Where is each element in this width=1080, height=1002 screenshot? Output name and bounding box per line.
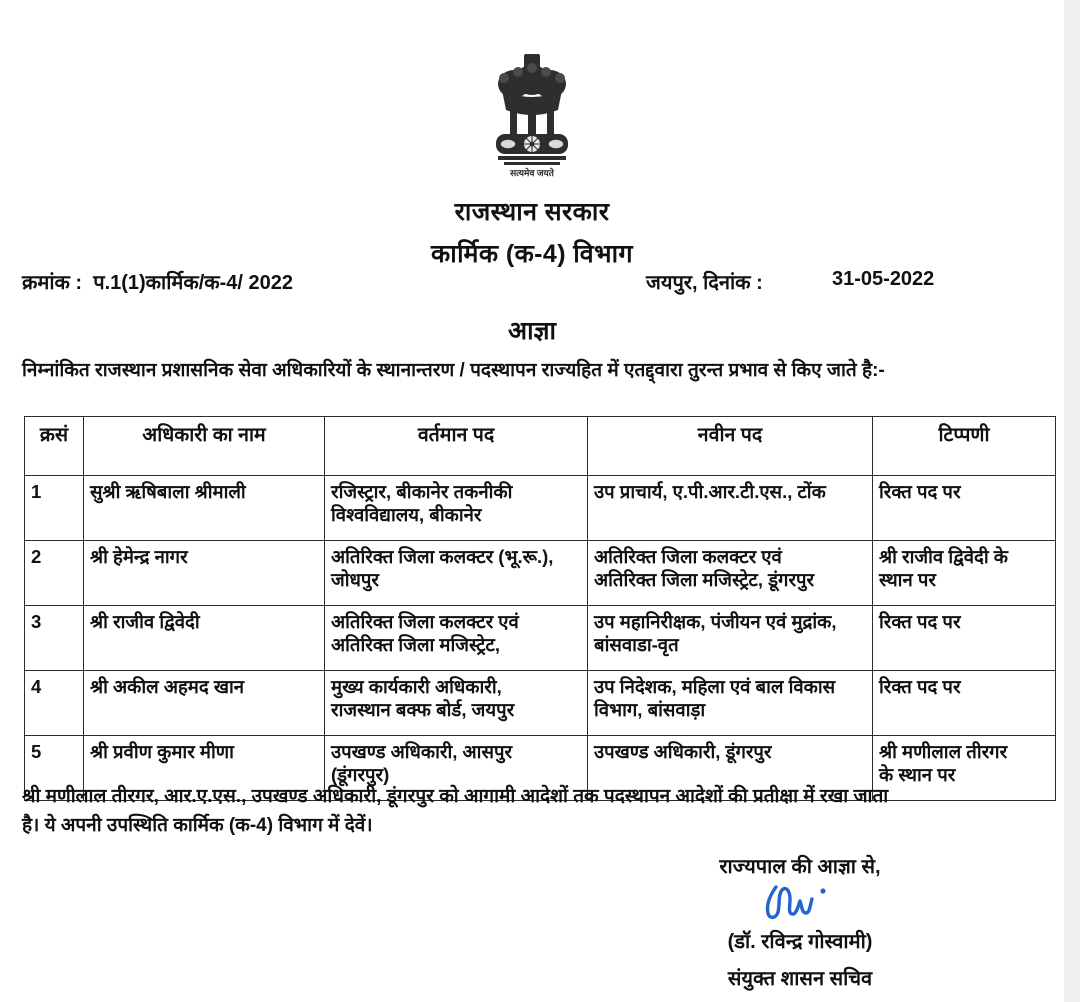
column-header-serial: क्रसं xyxy=(25,417,84,476)
signer-name: (डॉ. रविन्द्र गोस्वामी) xyxy=(727,931,873,953)
intro-paragraph: निम्नांकित राजस्थान प्रशासनिक सेवा अधिकारियों के स्थानान्तरण / पदस्थापन राज्यहित में एतद्द्वारा तुरन्त प्रभाव से किए जाते है:- xyxy=(22,360,885,381)
government-title: राजस्थान सरकार xyxy=(454,198,610,226)
cell-serial: 2 xyxy=(25,541,84,606)
order-title: आज्ञा xyxy=(507,317,557,345)
closing-paragraph xyxy=(22,782,1042,841)
cell-new-post: उप महानिरीक्षक, पंजीयन एवं मुद्रांक, बांसवाडा-वृत xyxy=(588,606,873,671)
cell-current-post: मुख्य कार्यकारी अधिकारी, राजस्थान बक्फ बोर्ड, जयपुर xyxy=(325,671,588,736)
cell-serial: 5 xyxy=(25,736,84,801)
table-row xyxy=(25,541,1056,606)
column-header-remarks: टिप्पणी xyxy=(873,417,1056,476)
place-label: जयपुर, दिनांक : xyxy=(646,272,763,294)
transfer-table-container xyxy=(24,416,1009,801)
cell-current-post: अतिरिक्त जिला कलक्टर एवं अतिरिक्त जिला मजिस्ट्रेट, xyxy=(325,606,588,671)
order-date: 31-05-2022 xyxy=(832,268,935,290)
cell-serial: 1 xyxy=(25,476,84,541)
cell-current-post: उपखण्ड अधिकारी, आसपुर (डूंगरपुर) xyxy=(325,736,588,801)
handwritten-signature-icon xyxy=(600,881,1000,925)
reference-number xyxy=(22,268,293,295)
cell-serial: 3 xyxy=(25,606,84,671)
table-header-row xyxy=(25,417,1056,476)
cell-officer-name: श्री अकील अहमद खान xyxy=(84,671,325,736)
column-header-officer-name: अधिकारी का नाम xyxy=(84,417,325,476)
closing-line-2: है। ये अपनी उपस्थिति कार्मिक (क-4) विभाग में देवें। xyxy=(22,815,373,837)
cell-new-post: उप प्राचार्य, ए.पी.आर.टी.एस., टोंक xyxy=(588,476,873,541)
by-order-of-text: राज्यपाल की आज्ञा से, xyxy=(719,856,881,878)
transfer-table xyxy=(24,416,1056,801)
cell-new-post: अतिरिक्त जिला कलक्टर एवं अतिरिक्त जिला मजिस्ट्रेट, डूंगरपुर xyxy=(588,541,873,606)
cell-remarks: रिक्त पद पर xyxy=(873,476,1056,541)
column-header-current-post: वर्तमान पद xyxy=(325,417,588,476)
cell-current-post: अतिरिक्त जिला कलक्टर (भू.रू.), जोधपुर xyxy=(325,541,588,606)
cell-officer-name: श्री राजीव द्विवेदी xyxy=(84,606,325,671)
cell-officer-name: श्री हेमेन्द्र नागर xyxy=(84,541,325,606)
column-header-new-post: नवीन पद xyxy=(588,417,873,476)
reference-label: क्रमांक : xyxy=(22,272,83,294)
table-header xyxy=(25,417,1056,476)
cell-officer-name: श्री प्रवीण कुमार मीणा xyxy=(84,736,325,801)
department-title: कार्मिक (क-4) विभाग xyxy=(431,240,633,268)
emblem-container xyxy=(0,48,1064,185)
signer-designation: संयुक्त शासन सचिव xyxy=(727,968,873,990)
table-row xyxy=(25,476,1056,541)
cell-remarks: रिक्त पद पर xyxy=(873,671,1056,736)
reference-value: प.1(1)कार्मिक/क-4/ 2022 xyxy=(93,272,294,294)
signature-block xyxy=(600,852,1000,991)
cell-remarks: रिक्त पद पर xyxy=(873,606,1056,671)
page-right-gutter xyxy=(1064,0,1080,1002)
cell-remarks: श्री राजीव द्विवेदी के स्थान पर xyxy=(873,541,1056,606)
cell-new-post: उप निदेशक, महिला एवं बाल विकास विभाग, बांसवाड़ा xyxy=(588,671,873,736)
svg-text:सत्यमेव जयते: सत्यमेव जयते xyxy=(510,168,554,178)
cell-current-post: रजिस्ट्रार, बीकानेर तकनीकी विश्वविद्यालय, बीकानेर xyxy=(325,476,588,541)
table-row xyxy=(25,606,1056,671)
cell-serial: 4 xyxy=(25,671,84,736)
cell-remarks: श्री मणीलाल तीरगर के स्थान पर xyxy=(873,736,1056,801)
ashoka-lion-capital-emblem xyxy=(484,48,580,180)
table-body xyxy=(25,476,1056,801)
table-row xyxy=(25,671,1056,736)
cell-new-post: उपखण्ड अधिकारी, डूंगरपुर xyxy=(588,736,873,801)
reference-line xyxy=(22,268,1042,298)
closing-line-1: श्री मणीलाल तीरगर, आर.ए.एस., उपखण्ड अधिकारी, डूंगरपुर को आगामी आदेशों तक पदस्थापन आदेशों की प्रतीक्षा में रखा जाता xyxy=(22,786,889,807)
cell-officer-name: सुश्री ऋषिबाला श्रीमाली xyxy=(84,476,325,541)
